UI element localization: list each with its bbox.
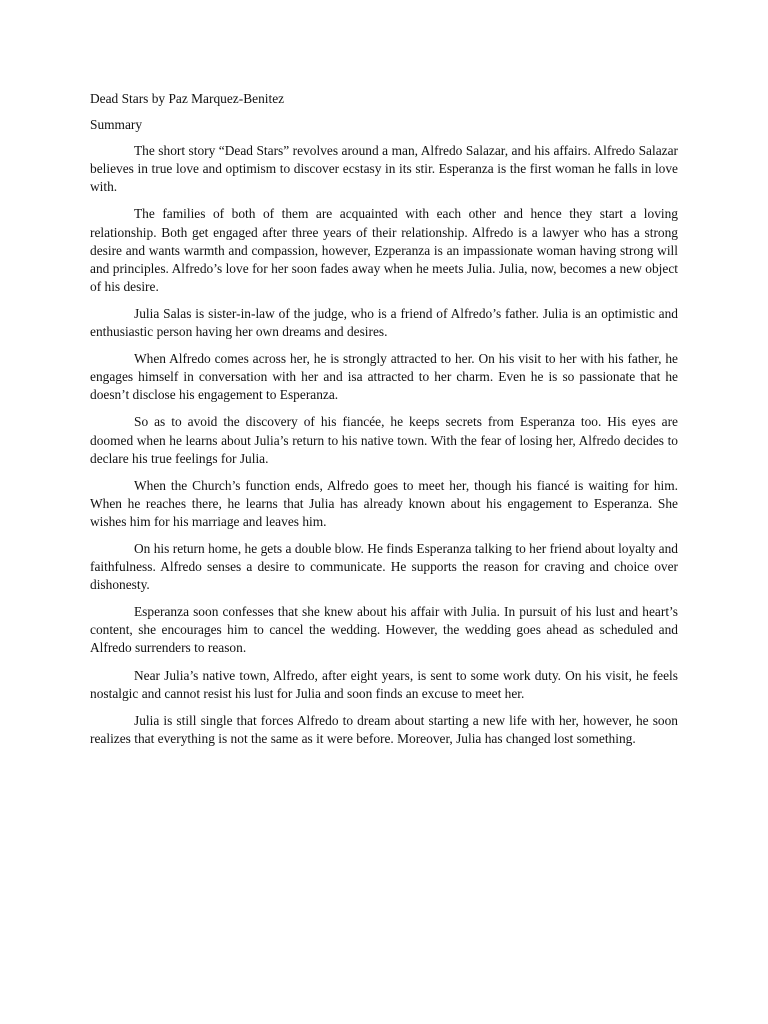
paragraph-9: Near Julia’s native town, Alfredo, after eight years, is sent to some work duty. On his visit, he feels nostalgic and cannot resist his lust for Julia and soon finds an excuse to meet her.: [90, 667, 678, 701]
document-title: Dead Stars by Paz Marquez-Benitez: [90, 91, 285, 106]
paragraph-7: On his return home, he gets a double blow. He finds Esperanza talking to her friend about loyalty and faithfulness. Alfredo senses a desire to communicate. He supports the reason for craving and choice over dishonesty.: [90, 540, 678, 593]
paragraph-2: The families of both of them are acquainted with each other and hence they start a loving relationship. Both get engaged after three years of their relationship. Alfredo is a lawyer who has a strong desire and wants warmth and compassion, however, Ezperanza is an impassionate woman having strong will and principles. Alfredo’s love for her soon fades away when he meets Julia. Julia, now, becomes a new object of his desire.: [90, 206, 678, 294]
paragraph-1: The short story “Dead Stars” revolves around a man, Alfredo Salazar, and his affairs. Alfredo Salazar believes in true love and optimism to discover ecstasy in its stir. Esperanza is the first woman he falls in love with.: [90, 143, 678, 195]
paragraph-6: When the Church’s function ends, Alfredo goes to meet her, though his fiancé is waiting for him. When he reaches there, he learns that Julia has already known about his engagement to Esperanza. She wishes him for his marriage and leaves him.: [90, 477, 678, 529]
paragraph-8: Esperanza soon confesses that she knew about his affair with Julia. In pursuit of his lust and heart’s content, she encourages him to cancel the wedding. However, the wedding goes ahead as scheduled and Alfredo surrenders to reason.: [90, 604, 678, 656]
paragraph-4: When Alfredo comes across her, he is strongly attracted to her. On his visit to her with his father, he engages himself in conversation with her and isa attracted to her charm. Even he is so passionate that he doesn’t disclose his engagement to Esperanza.: [90, 351, 678, 403]
paragraph-10: Julia is still single that forces Alfredo to dream about starting a new life with her, however, he soon realizes that everything is not the same as it were before. Moreover, Julia has changed lost something.: [90, 712, 678, 746]
document-page: [90, 90, 678, 757]
paragraph-3: Julia Salas is sister-in-law of the judge, who is a friend of Alfredo’s father. Julia is an optimistic and enthusiastic person having her own dreams and desires.: [90, 305, 678, 340]
paragraph-5: So as to avoid the discovery of his fiancée, he keeps secrets from Esperanza too. His eyes are doomed when he learns about Julia’s return to his native town. With the fear of losing her, Alfredo decides to declare his true feelings for Julia.: [90, 414, 678, 466]
section-heading-summary: Summary: [90, 117, 143, 133]
